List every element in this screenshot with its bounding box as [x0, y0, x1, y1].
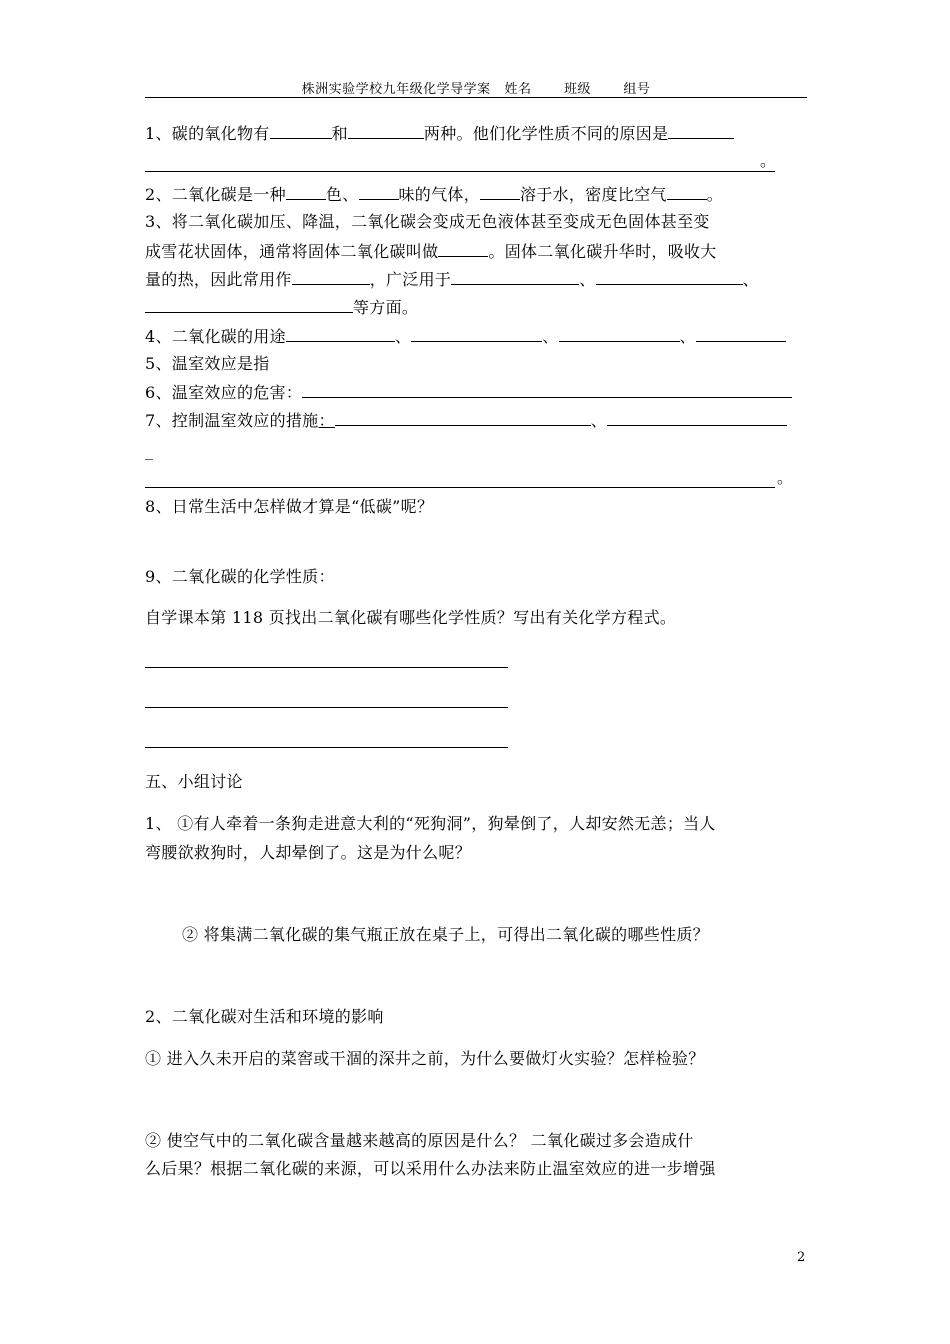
- question-6: 6、温室效应的危害：: [145, 381, 792, 404]
- blank[interactable]: [480, 183, 520, 200]
- header-title: 株洲实验学校九年级化学导学案: [301, 82, 491, 97]
- blank[interactable]: [696, 325, 786, 342]
- question-5: 5、温室效应是指: [145, 354, 270, 373]
- blank[interactable]: [286, 183, 326, 200]
- blank[interactable]: [411, 325, 542, 342]
- page-header: [145, 78, 807, 97]
- blank[interactable]: [348, 122, 424, 139]
- header-class-label: 班级: [563, 82, 591, 97]
- blank[interactable]: [559, 325, 680, 342]
- blank[interactable]: [302, 381, 792, 398]
- blank[interactable]: [438, 240, 488, 257]
- blank[interactable]: [607, 409, 787, 426]
- answer-line[interactable]: [145, 487, 775, 488]
- answer-line[interactable]: [145, 707, 508, 708]
- blank[interactable]: [668, 122, 734, 139]
- question-3-line-3: 量的热，因此常用作 ，广泛用于 、 、: [145, 270, 759, 289]
- blank[interactable]: [145, 296, 353, 313]
- question-3-line-1: 3、将二氧化碳加压、降温，二氧化碳会变成无色液体甚至变成无色固体甚至变: [145, 212, 710, 231]
- question-4: 4、二氧化碳的用途 、 、 、: [145, 325, 786, 348]
- discussion-2-question-1: ① 进入久未开启的菜窖或干涸的深井之前，为什么要做灯火实验？怎样检验？: [145, 1049, 705, 1068]
- question-9-instruction: 自学课本第 118 页找出二氧化碳有哪些化学性质？写出有关化学方程式。: [145, 608, 677, 627]
- question-3-line-2: 成雪花状固体，通常将固体二氧化碳叫做 。固体二氧化碳升华时，吸收大: [145, 242, 717, 261]
- header-divider: [145, 97, 807, 98]
- answer-line[interactable]: [145, 667, 508, 668]
- discussion-1-line-1: 1、 ①有人牵着一条狗走进意大利的“死狗洞”，狗晕倒了，人却安然无恙；当人: [145, 814, 716, 833]
- discussion-1-part-2: ② 将集满二氧化碳的集气瓶正放在桌子上，可得出二氧化碳的哪些性质？: [182, 925, 709, 944]
- discussion-2-question-2-line-2: 么后果？根据二氧化碳的来源，可以采用什么办法来防止温室效应的进一步增强: [145, 1159, 716, 1178]
- blank[interactable]: [667, 183, 707, 200]
- question-1: 1、碳的氧化物有 和 两种。他们化学性质不同的原因是: [145, 122, 734, 145]
- q7-period: 。: [777, 468, 794, 487]
- discussion-1-line-2: 弯腰欲救狗时，人却晕倒了。这是为什么呢？: [145, 843, 472, 862]
- blank[interactable]: [292, 268, 370, 285]
- blank[interactable]: [335, 409, 591, 426]
- discussion-2-title: 2、二氧化碳对生活和环境的影响: [145, 1007, 384, 1026]
- q7-dash: _: [145, 441, 154, 460]
- blank[interactable]: [451, 268, 579, 285]
- question-2: 2、二氧化碳是一种 色、 味的气体， 溶于水，密度比空气 。: [145, 185, 724, 204]
- blank[interactable]: [270, 122, 332, 139]
- question-7: 7、控制温室效应的措施： 、: [145, 409, 787, 432]
- question-9-title: 9、二氧化碳的化学性质：: [145, 567, 335, 586]
- header-group-label: 组号: [623, 82, 651, 97]
- q1-period: 。: [760, 151, 777, 170]
- section-5-title: 五、小组讨论: [145, 772, 243, 791]
- page-number: 2: [797, 1250, 806, 1265]
- answer-line[interactable]: [145, 747, 508, 748]
- blank[interactable]: [359, 183, 399, 200]
- answer-line[interactable]: [145, 171, 775, 172]
- blank[interactable]: [596, 268, 743, 285]
- blank[interactable]: [286, 325, 395, 342]
- question-8: 8、日常生活中怎样做才算是“低碳”呢？: [145, 497, 434, 516]
- discussion-2-question-2-line-1: ② 使空气中的二氧化碳含量越来越高的原因是什么？ 二氧化碳过多会造成什: [145, 1131, 694, 1150]
- header-name-label: 姓名: [504, 82, 532, 97]
- question-3-line-4: 等方面。: [145, 296, 418, 319]
